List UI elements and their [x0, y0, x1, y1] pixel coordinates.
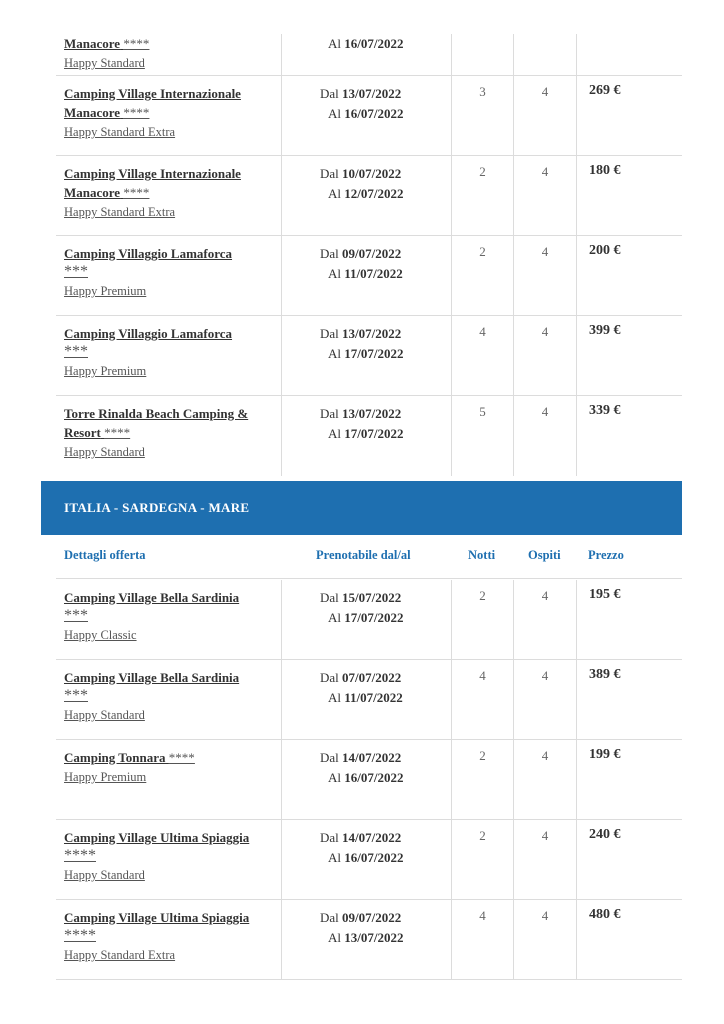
to-label: Al [328, 610, 341, 625]
offer-details-cell [56, 900, 281, 979]
guests-cell: 4 [513, 580, 576, 659]
stars-rating: *** [64, 263, 88, 280]
offer-details-cell [56, 580, 281, 659]
table-row [56, 740, 682, 820]
offer-plan-link[interactable]: Happy Classic [64, 628, 137, 642]
nights-cell: 4 [451, 900, 513, 979]
nights-cell: 2 [451, 740, 513, 819]
header-guests: Ospiti [528, 548, 561, 562]
to-date: 17/07/2022 [344, 610, 404, 625]
offer-plan-link[interactable]: Happy Standard [64, 445, 145, 459]
offer-details-cell [56, 156, 281, 235]
price-cell: 269 € [576, 76, 682, 155]
offer-plan-link[interactable]: Happy Standard [64, 868, 145, 882]
to-label: Al [328, 770, 341, 785]
offer-details-cell [56, 76, 281, 155]
nights-cell: 4 [451, 660, 513, 739]
guests-cell: 4 [513, 900, 576, 979]
to-date: 16/07/2022 [344, 106, 404, 121]
offer-details-cell [56, 820, 281, 899]
to-date: 16/07/2022 [344, 770, 404, 785]
from-date: 07/07/2022 [342, 670, 402, 685]
from-label: Dal [320, 590, 339, 605]
from-date: 13/07/2022 [342, 406, 402, 421]
offer-name-link[interactable]: Camping Village Internazionale Manacore **** [64, 86, 241, 120]
table-row [56, 820, 682, 900]
to-date: 17/07/2022 [344, 426, 404, 441]
to-date: 17/07/2022 [344, 346, 404, 361]
offer-name-link[interactable]: Camping Villaggio Lamaforca [64, 326, 233, 341]
offer-plan-link[interactable]: Happy Premium [64, 284, 147, 298]
price-cell: 480 € [576, 900, 682, 979]
to-label: Al [328, 850, 341, 865]
to-date: 16/07/2022 [344, 850, 404, 865]
table-header [56, 535, 682, 579]
from-date: 13/07/2022 [342, 86, 402, 101]
from-date: 14/07/2022 [342, 750, 402, 765]
offer-details-cell [56, 660, 281, 739]
to-label: Al [328, 426, 341, 441]
guests-cell: 4 [513, 660, 576, 739]
dates-cell [281, 156, 451, 235]
header-dates: Prenotabile dal/al [316, 548, 411, 562]
offer-details-cell [56, 740, 281, 819]
table-row [56, 316, 682, 396]
stars-rating: *** [64, 687, 88, 704]
dates-cell [281, 900, 451, 979]
to-date: 13/07/2022 [344, 930, 404, 945]
offer-plan-link[interactable]: Happy Standard Extra [64, 205, 176, 219]
price-cell: 200 € [576, 236, 682, 315]
offer-plan-link[interactable]: Happy Premium [64, 770, 147, 784]
header-nights: Notti [468, 548, 496, 562]
price-cell: 399 € [576, 316, 682, 395]
dates-cell [281, 740, 451, 819]
table-row [56, 34, 682, 76]
from-label: Dal [320, 326, 339, 341]
stars-rating: **** [123, 185, 150, 200]
dates-cell [281, 316, 451, 395]
header-price: Prezzo [588, 548, 624, 562]
offer-name-link[interactable]: Camping Village Bella Sardinia [64, 670, 240, 685]
price-cell: 339 € [576, 396, 682, 476]
offer-plan-link[interactable]: Happy Premium [64, 364, 147, 378]
offer-plan-link[interactable]: Happy Standard [64, 56, 145, 70]
from-date: 10/07/2022 [342, 166, 402, 181]
price-cell: 180 € [576, 156, 682, 235]
price-cell [576, 34, 682, 75]
dates-cell [281, 34, 451, 75]
to-date: 16/07/2022 [344, 36, 404, 51]
guests-cell: 4 [513, 316, 576, 395]
dates-cell [281, 396, 451, 476]
to-date: 11/07/2022 [344, 266, 403, 281]
stars-rating: **** [123, 105, 150, 120]
from-label: Dal [320, 86, 339, 101]
price-cell: 389 € [576, 660, 682, 739]
dates-cell [281, 820, 451, 899]
offer-details-cell [56, 34, 281, 75]
nights-cell: 2 [451, 156, 513, 235]
to-label: Al [328, 690, 341, 705]
nights-cell: 2 [451, 236, 513, 315]
from-label: Dal [320, 910, 339, 925]
stars-rating: *** [64, 607, 88, 624]
guests-cell: 4 [513, 820, 576, 899]
from-date: 09/07/2022 [342, 910, 402, 925]
to-label: Al [328, 930, 341, 945]
header-details: Dettagli offerta [64, 548, 146, 562]
nights-cell: 3 [451, 76, 513, 155]
to-date: 12/07/2022 [344, 186, 404, 201]
stars-rating: **** [123, 36, 150, 51]
dates-cell [281, 76, 451, 155]
guests-cell [513, 34, 576, 75]
from-label: Dal [320, 670, 339, 685]
offer-name-link[interactable]: Camping Tonnara **** [64, 750, 195, 765]
to-label: Al [328, 106, 341, 121]
price-cell: 199 € [576, 740, 682, 819]
from-label: Dal [320, 406, 339, 421]
stars-rating: **** [168, 750, 195, 765]
from-label: Dal [320, 166, 339, 181]
price-cell: 240 € [576, 820, 682, 899]
guests-cell: 4 [513, 236, 576, 315]
offer-name-link[interactable]: Camping Villaggio Lamaforca [64, 246, 233, 261]
guests-cell: 4 [513, 156, 576, 235]
dates-cell [281, 236, 451, 315]
offers-table-sardegna [56, 580, 682, 980]
guests-cell: 4 [513, 396, 576, 476]
table-row [56, 76, 682, 156]
dates-cell [281, 580, 451, 659]
offer-plan-link[interactable]: Happy Standard Extra [64, 948, 176, 962]
table-row [56, 156, 682, 236]
guests-cell: 4 [513, 740, 576, 819]
nights-cell: 2 [451, 820, 513, 899]
nights-cell: 4 [451, 316, 513, 395]
from-label: Dal [320, 750, 339, 765]
from-date: 13/07/2022 [342, 326, 402, 341]
offer-name-link[interactable]: Torre Rinalda Beach Camping & Resort **** [64, 406, 249, 440]
offer-name-link[interactable]: Camping Village Ultima Spiaggia [64, 910, 250, 925]
offer-plan-link[interactable]: Happy Standard Extra [64, 125, 176, 139]
stars-rating: **** [64, 927, 96, 944]
to-label: Al [328, 36, 341, 51]
from-date: 09/07/2022 [342, 246, 402, 261]
table-row [56, 580, 682, 660]
from-date: 14/07/2022 [342, 830, 402, 845]
offer-details-cell [56, 316, 281, 395]
nights-cell: 2 [451, 580, 513, 659]
offer-details-cell [56, 396, 281, 476]
table-row [56, 660, 682, 740]
nights-cell [451, 34, 513, 75]
dates-cell [281, 660, 451, 739]
guests-cell: 4 [513, 76, 576, 155]
stars-rating: **** [104, 425, 131, 440]
to-date: 11/07/2022 [344, 690, 403, 705]
table-row [56, 396, 682, 476]
table-row [56, 236, 682, 316]
to-label: Al [328, 346, 341, 361]
offer-name-link[interactable]: Camping Village Internazionale Manacore **** [64, 166, 241, 200]
from-label: Dal [320, 246, 339, 261]
offer-name-link[interactable]: Manacore **** [64, 36, 150, 51]
offers-table-top [56, 34, 682, 476]
offer-plan-link[interactable]: Happy Standard [64, 708, 145, 722]
offer-name-link[interactable]: Camping Village Bella Sardinia [64, 590, 240, 605]
stars-rating: **** [64, 847, 96, 864]
offer-details-cell [56, 236, 281, 315]
offer-name-link[interactable]: Camping Village Ultima Spiaggia [64, 830, 250, 845]
section-banner: ITALIA - SARDEGNA - MARE [41, 481, 682, 535]
to-label: Al [328, 266, 341, 281]
to-label: Al [328, 186, 341, 201]
from-date: 15/07/2022 [342, 590, 402, 605]
nights-cell: 5 [451, 396, 513, 476]
table-row [56, 900, 682, 980]
from-label: Dal [320, 830, 339, 845]
stars-rating: *** [64, 343, 88, 360]
price-cell: 195 € [576, 580, 682, 659]
